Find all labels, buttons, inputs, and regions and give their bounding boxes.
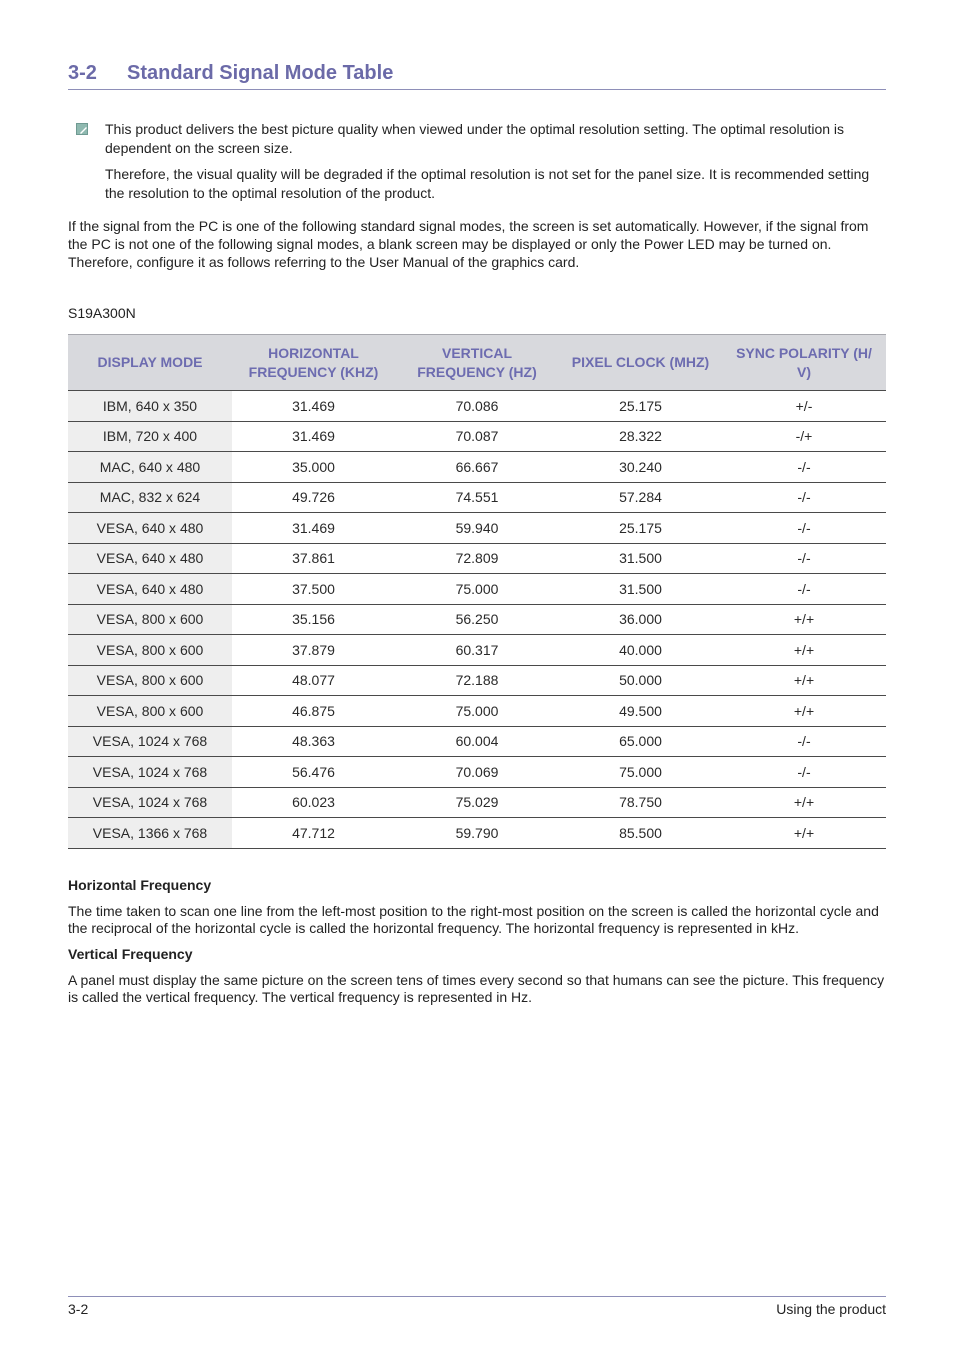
- sync-polarity-cell: +/+: [722, 696, 886, 727]
- horizontal-frequency-cell: 48.077: [232, 665, 395, 696]
- horizontal-frequency-cell: 35.156: [232, 604, 395, 635]
- display-mode-cell: VESA, 1024 x 768: [68, 726, 232, 757]
- note-paragraph-1: This product delivers the best picture quality when viewed under the optimal resolution setting. The optimal resolution is dependent on the screen size.: [105, 121, 845, 156]
- vertical-frequency-cell: 70.086: [395, 391, 559, 422]
- table-row: [68, 574, 886, 605]
- chapter-title: Using the product: [776, 1301, 886, 1317]
- model-label: S19A300N: [68, 305, 136, 321]
- display-mode-cell: VESA, 640 x 480: [68, 574, 232, 605]
- horizontal-frequency-cell: 48.363: [232, 726, 395, 757]
- sync-polarity-cell: +/+: [722, 818, 886, 849]
- sync-polarity-cell: +/-: [722, 391, 886, 422]
- note-paragraph-2: Therefore, the visual quality will be degraded if the optimal resolution is not set for the panel size. It is recommended setting the resolution to the optimal resolution of the product.: [105, 166, 870, 201]
- display-mode-cell: VESA, 1024 x 768: [68, 757, 232, 788]
- horizontal-frequency-text: The time taken to scan one line from the left-most position to the right-most position on the screen is called the horizontal cycle and the reciprocal of the horizontal cycle is called the horizontal frequency. The horizontal frequency is represented in kHz.: [68, 903, 879, 936]
- horizontal-frequency-title: Horizontal Frequency: [68, 877, 212, 893]
- vertical-frequency-cell: 74.551: [395, 482, 559, 513]
- signal-mode-table: [68, 334, 886, 849]
- table-row: [68, 482, 886, 513]
- section-header: [68, 62, 886, 90]
- horizontal-frequency-cell: 49.726: [232, 482, 395, 513]
- display-mode-cell: VESA, 1024 x 768: [68, 787, 232, 818]
- horizontal-frequency-cell: 31.469: [232, 391, 395, 422]
- pixel-clock-cell: 85.500: [559, 818, 722, 849]
- vertical-frequency-cell: 70.069: [395, 757, 559, 788]
- table-row: [68, 635, 886, 666]
- pixel-clock-cell: 31.500: [559, 543, 722, 574]
- vertical-frequency-text: A panel must display the same picture on the screen tens of times every second so that humans can see the picture. This frequency is called the vertical frequency. The vertical frequency is represented in Hz.: [68, 972, 885, 1005]
- header-sync-polarity: SYNC POLARITY (H/ V): [722, 335, 886, 391]
- table-row: [68, 818, 886, 849]
- header-horizontal-frequency: HORIZONTAL FREQUENCY (KHZ): [232, 335, 395, 391]
- table-row: [68, 665, 886, 696]
- horizontal-frequency-cell: 31.469: [232, 513, 395, 544]
- pixel-clock-cell: 25.175: [559, 391, 722, 422]
- vertical-frequency-cell: 56.250: [395, 604, 559, 635]
- header-vertical-frequency: VERTICAL FREQUENCY (HZ): [395, 335, 559, 391]
- vertical-frequency-cell: 75.000: [395, 574, 559, 605]
- display-mode-cell: VESA, 800 x 600: [68, 604, 232, 635]
- display-mode-cell: IBM, 720 x 400: [68, 421, 232, 452]
- display-mode-cell: VESA, 800 x 600: [68, 696, 232, 727]
- footer-divider: [68, 1296, 886, 1297]
- display-mode-cell: VESA, 1366 x 768: [68, 818, 232, 849]
- horizontal-frequency-cell: 60.023: [232, 787, 395, 818]
- pixel-clock-cell: 57.284: [559, 482, 722, 513]
- horizontal-frequency-cell: 37.861: [232, 543, 395, 574]
- vertical-frequency-cell: 70.087: [395, 421, 559, 452]
- display-mode-cell: VESA, 640 x 480: [68, 513, 232, 544]
- sync-polarity-cell: +/+: [722, 787, 886, 818]
- pixel-clock-cell: 28.322: [559, 421, 722, 452]
- pixel-clock-cell: 40.000: [559, 635, 722, 666]
- sync-polarity-cell: -/-: [722, 543, 886, 574]
- display-mode-cell: MAC, 640 x 480: [68, 452, 232, 483]
- pixel-clock-cell: 65.000: [559, 726, 722, 757]
- sync-polarity-cell: -/-: [722, 574, 886, 605]
- page-number: 3-2: [68, 1301, 89, 1317]
- sync-polarity-cell: -/-: [722, 726, 886, 757]
- sync-polarity-cell: +/+: [722, 635, 886, 666]
- display-mode-cell: VESA, 800 x 600: [68, 665, 232, 696]
- vertical-frequency-cell: 75.000: [395, 696, 559, 727]
- note-icon: [76, 123, 88, 135]
- pixel-clock-cell: 50.000: [559, 665, 722, 696]
- vertical-frequency-cell: 72.809: [395, 543, 559, 574]
- vertical-frequency-cell: 75.029: [395, 787, 559, 818]
- sync-polarity-cell: -/-: [722, 757, 886, 788]
- pixel-clock-cell: 75.000: [559, 757, 722, 788]
- sync-polarity-cell: -/+: [722, 421, 886, 452]
- horizontal-frequency-cell: 37.500: [232, 574, 395, 605]
- pixel-clock-cell: 30.240: [559, 452, 722, 483]
- horizontal-frequency-cell: 46.875: [232, 696, 395, 727]
- horizontal-frequency-cell: 35.000: [232, 452, 395, 483]
- table-row: [68, 696, 886, 727]
- table-row: [68, 452, 886, 483]
- table-row: [68, 604, 886, 635]
- pixel-clock-cell: 31.500: [559, 574, 722, 605]
- note-block: [68, 120, 886, 210]
- table-row: [68, 391, 886, 422]
- intro-text: If the signal from the PC is one of the following standard signal modes, the screen is set automatically. However, if the signal from the PC is not one of the following signal modes, a blank screen may be displayed or only the Power LED may be turned on. Therefore, configure it as follows referring to the User Manual of the graphics card.: [68, 218, 869, 270]
- vertical-frequency-cell: 60.004: [395, 726, 559, 757]
- pixel-clock-cell: 36.000: [559, 604, 722, 635]
- table-row: [68, 726, 886, 757]
- vertical-frequency-cell: 72.188: [395, 665, 559, 696]
- sync-polarity-cell: -/-: [722, 513, 886, 544]
- pixel-clock-cell: 49.500: [559, 696, 722, 727]
- sync-polarity-cell: -/-: [722, 482, 886, 513]
- vertical-frequency-cell: 60.317: [395, 635, 559, 666]
- section-title: Standard Signal Mode Table: [127, 62, 394, 84]
- display-mode-cell: IBM, 640 x 350: [68, 391, 232, 422]
- sync-polarity-cell: +/+: [722, 665, 886, 696]
- horizontal-frequency-cell: 31.469: [232, 421, 395, 452]
- vertical-frequency-cell: 59.940: [395, 513, 559, 544]
- vertical-frequency-title: Vertical Frequency: [68, 946, 193, 962]
- display-mode-cell: VESA, 800 x 600: [68, 635, 232, 666]
- header-display-mode: DISPLAY MODE: [68, 335, 232, 391]
- table-row: [68, 757, 886, 788]
- horizontal-frequency-cell: 56.476: [232, 757, 395, 788]
- vertical-frequency-cell: 59.790: [395, 818, 559, 849]
- table-row: [68, 543, 886, 574]
- display-mode-cell: MAC, 832 x 624: [68, 482, 232, 513]
- table-header-row: [68, 335, 886, 391]
- section-number: 3-2: [68, 62, 97, 84]
- header-pixel-clock: PIXEL CLOCK (MHZ): [559, 335, 722, 391]
- horizontal-frequency-cell: 37.879: [232, 635, 395, 666]
- display-mode-cell: VESA, 640 x 480: [68, 543, 232, 574]
- pixel-clock-cell: 25.175: [559, 513, 722, 544]
- pixel-clock-cell: 78.750: [559, 787, 722, 818]
- vertical-frequency-cell: 66.667: [395, 452, 559, 483]
- table-row: [68, 513, 886, 544]
- horizontal-frequency-cell: 47.712: [232, 818, 395, 849]
- table-row: [68, 787, 886, 818]
- sync-polarity-cell: +/+: [722, 604, 886, 635]
- table-row: [68, 421, 886, 452]
- sync-polarity-cell: -/-: [722, 452, 886, 483]
